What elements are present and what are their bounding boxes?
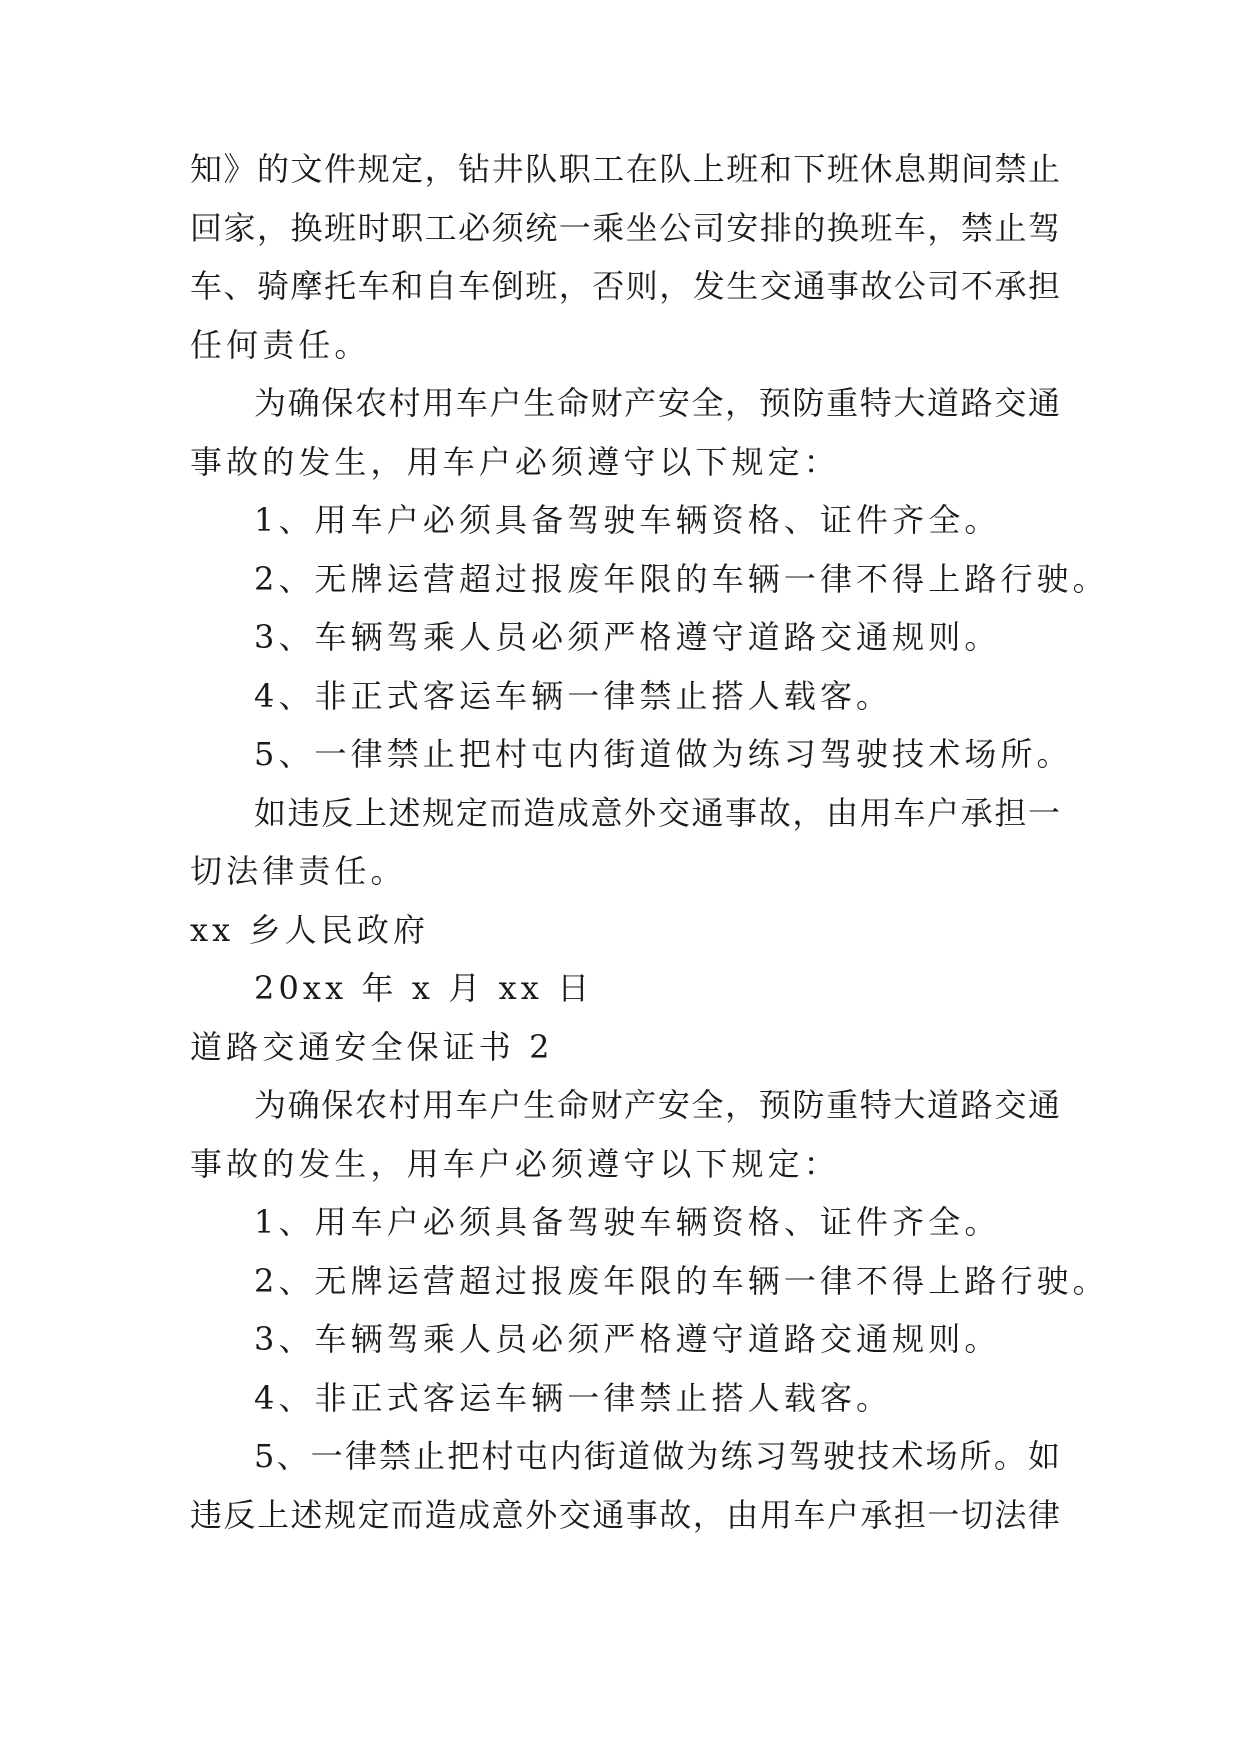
issuer-name: xx 乡人民政府 [190,910,430,949]
list-item: 2、无牌运营超过报废年限的车辆一律不得上路行驶。 [254,1261,1109,1300]
section-title: 道路交通安全保证书 2 [190,1027,554,1066]
document-page [190,140,1109,1544]
list-item: 2、无牌运营超过报废年限的车辆一律不得上路行驶。 [254,559,1109,598]
list-item: 3、车辆驾乘人员必须严格遵守道路交通规则。 [254,1320,1001,1358]
list-item: 1、用车户必须具备驾驶车辆资格、证件齐全。 [254,1203,1001,1241]
paragraph-line: 事故的发生，用车户必须遵守以下规定： [190,1144,840,1183]
paragraph-line: 车、骑摩托车和自车倒班，否则，发生交通事故公司不承担 [190,267,1060,305]
paragraph-line: 违反上述规定而造成意外交通事故，由用车户承担一切法律 [190,1495,1060,1534]
list-item: 4、非正式客运车辆一律禁止搭人载客。 [254,1378,893,1417]
issue-date: 20xx 年 x 月 xx 日 [254,969,594,1007]
list-item: 1、用车户必须具备驾驶车辆资格、证件齐全。 [254,501,1001,539]
paragraph-line: 为确保农村用车户生命财产安全，预防重特大道路交通 [254,384,1060,422]
paragraph-line: 切法律责任。 [190,852,407,890]
paragraph-line: 如违反上述规定而造成意外交通事故，由用车户承担一 [254,793,1060,832]
paragraph-line: 任何责任。 [190,325,371,364]
list-item: 5、一律禁止把村屯内街道做为练习驾驶技术场所。 [254,735,1073,773]
list-item: 3、车辆驾乘人员必须严格遵守道路交通规则。 [254,618,1001,656]
paragraph-line: 回家，换班时职工必须统一乘坐公司安排的换班车，禁止驾 [190,208,1060,247]
list-item: 4、非正式客运车辆一律禁止搭人载客。 [254,676,893,715]
list-item: 5、一律禁止把村屯内街道做为练习驾驶技术场所。如 [254,1437,1060,1475]
paragraph-line: 知》的文件规定，钻井队职工在队上班和下班休息期间禁止 [190,150,1060,188]
paragraph-line: 事故的发生，用车户必须遵守以下规定： [190,442,840,481]
paragraph-line: 为确保农村用车户生命财产安全，预防重特大道路交通 [254,1086,1060,1124]
